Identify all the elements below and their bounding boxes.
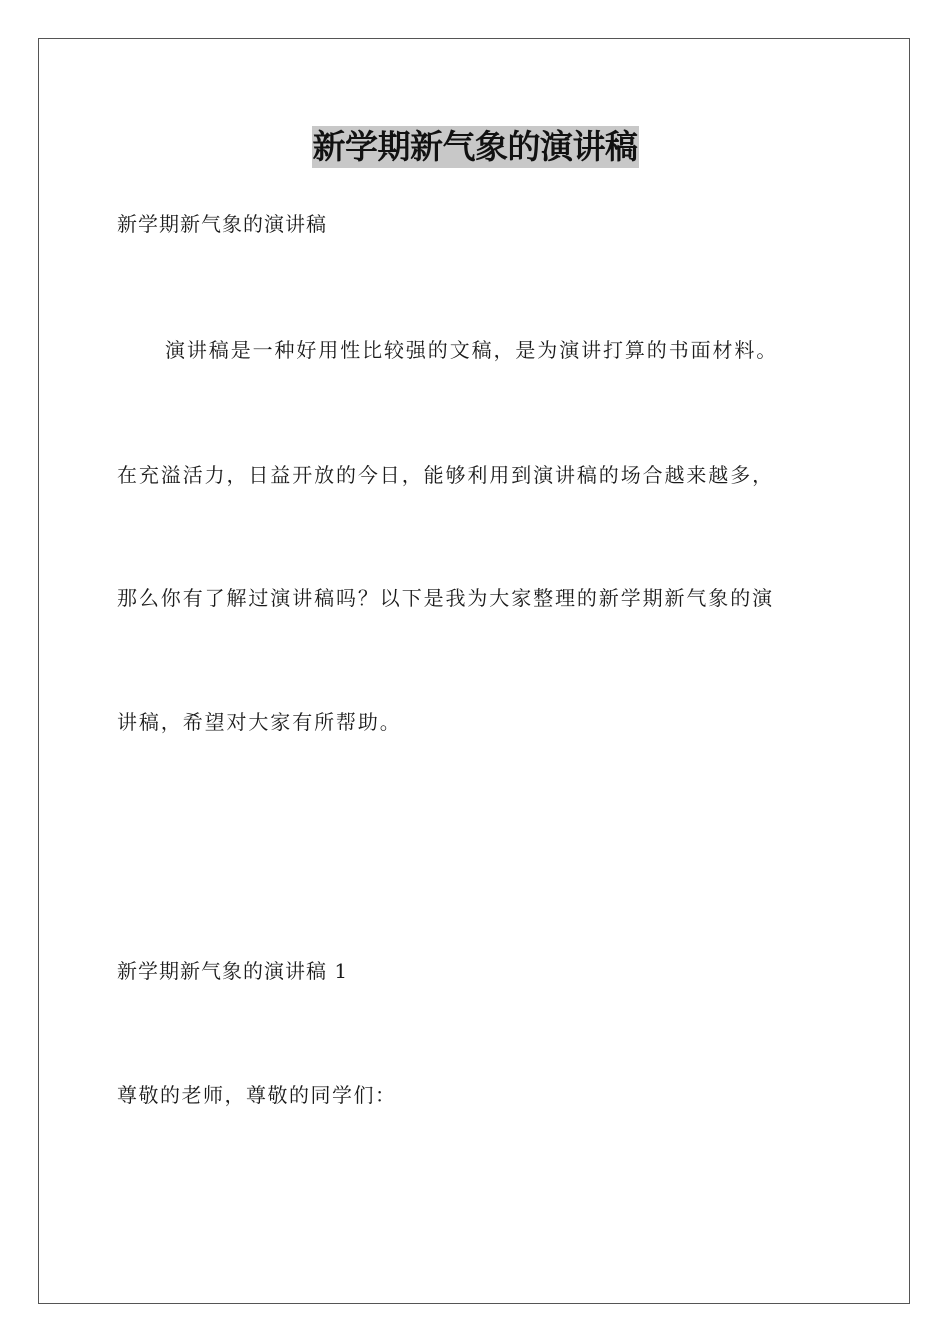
greeting-line: 尊敬的老师，尊敬的同学们： bbox=[117, 1083, 397, 1107]
section-heading: 新学期新气象的演讲稿 1 bbox=[117, 959, 349, 983]
document-subtitle: 新学期新气象的演讲稿 bbox=[117, 212, 327, 236]
document-title: 新学期新气象的演讲稿 bbox=[312, 127, 638, 166]
intro-line-4: 讲稿，希望对大家有所帮助。 bbox=[117, 710, 402, 734]
intro-line-2: 在充溢活力，日益开放的今日，能够利用到演讲稿的场合越来越多， bbox=[117, 463, 774, 487]
intro-line-3: 那么你有了解过演讲稿吗？以下是我为大家整理的新学期新气象的演 bbox=[117, 586, 774, 610]
intro-line-1: 演讲稿是一种好用性比较强的文稿，是为演讲打算的书面材料。 bbox=[165, 338, 779, 362]
title-container bbox=[0, 126, 950, 168]
